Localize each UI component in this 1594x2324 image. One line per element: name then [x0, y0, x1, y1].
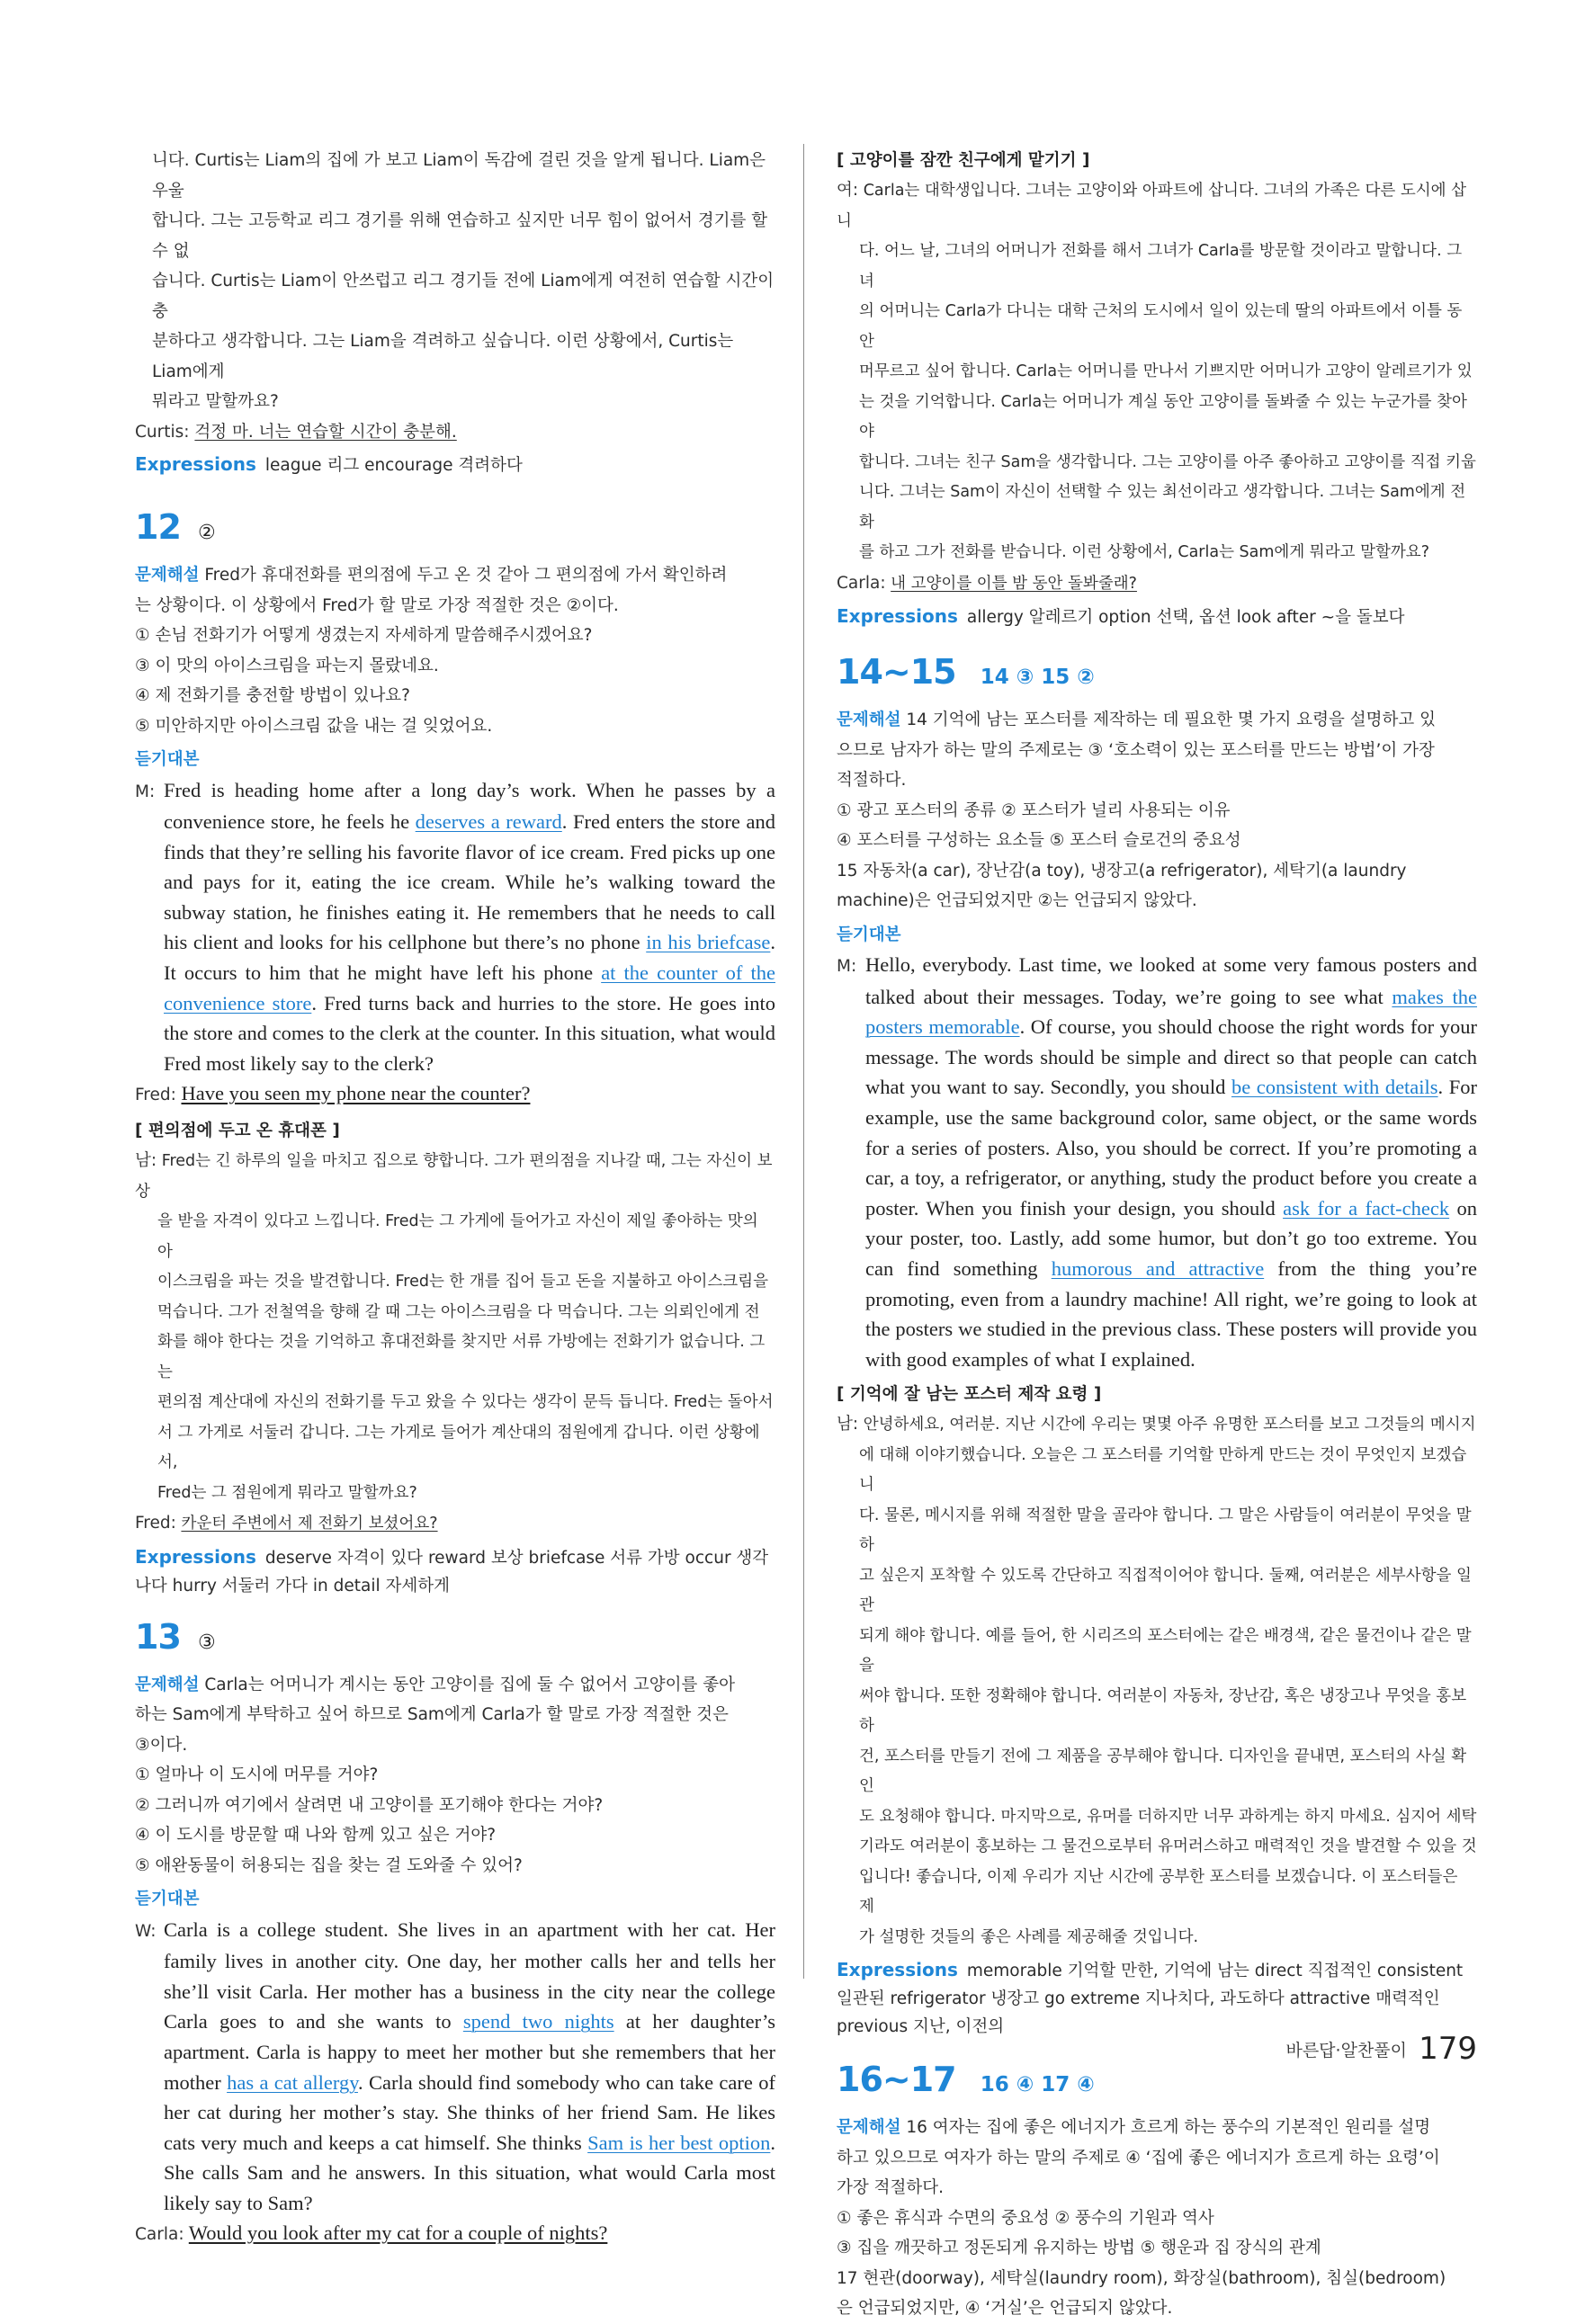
- translation-text: 안녕하세요, 여러분. 지난 시간에 우리는 몇몇 아주 유명한 포스터를 보고 그것들의 메시지: [863, 1416, 1476, 1435]
- key-phrase: in his briefcase: [646, 931, 771, 954]
- explanation-line: 하고 있으므로 여자가 하는 말의 주제로 ④ ‘집에 좋은 에너지가 흐르게 하는 요령’이: [837, 2148, 1440, 2168]
- translation-line: 가 설명한 것들의 좋은 사례를 제공해줄 것입니다.: [859, 1927, 1199, 1946]
- question-answer: 16 ④ 17 ④: [980, 2073, 1095, 2097]
- key-phrase: has a cat allergy: [227, 2070, 358, 2094]
- translation-line: 합니다. 그녀는 친구 Sam을 생각합니다. 그는 고양이를 아주 좋아하고 고양이를 직접 키웁: [859, 452, 1476, 471]
- script-text: . For example, use the same background color, same object, or the same words for a series of posters. Also, you should be correct. If you’re promoting a car, a toy, a refrigerator, or anything, study the product before you create a poster. When you finish your design, you should: [865, 1076, 1477, 1220]
- translation-line: 입니다! 좋습니다, 이제 우리가 지난 시간에 공부한 포스터를 보겠습니다. 이 포스터들은 제: [859, 1867, 1458, 1917]
- answer-text: 걱정 마. 너는 연습할 시간이 충분해.: [194, 422, 457, 442]
- text-line: 니다. Curtis는 Liam의 집에 가 보고 Liam이 독감에 걸린 것을 알게 됩니다. Liam은 우울: [152, 151, 766, 201]
- translation-line: 이스크림을 파는 것을 발견합니다. Fred는 한 개를 집어 들고 돈을 지불하고 아이스크림을: [157, 1273, 768, 1292]
- script-text: from the thing you’re promoting, even from a laundry machine! All right, we’re going to look at the posters we studied in the previous class. These posters will provide you with good examples of what I explained.: [865, 1256, 1478, 1371]
- speaker-label: 남:: [837, 1415, 859, 1435]
- translation-line: [837, 175, 1477, 237]
- key-phrase: at the counter of the convenience store: [164, 961, 775, 1015]
- reply-line: [135, 1078, 775, 1111]
- explanation-label: 문제해설: [135, 1675, 200, 1694]
- reply-text: Have you seen my phone near the counter?: [181, 1082, 531, 1105]
- expressions-label: Expressions: [135, 1545, 256, 1568]
- translation-line: [837, 1409, 1477, 1441]
- key-phrase: Sam is her best option: [587, 2131, 771, 2154]
- question-answer: 14 ③ 15 ②: [980, 666, 1095, 689]
- column-divider: [803, 144, 804, 1979]
- explanation-line: [837, 2113, 1477, 2143]
- script-text: . Of course, you should choose the right words for your message. The words should be simple and direct so that people can catch what you want to say. Secondly, you should: [865, 1015, 1477, 1099]
- text-line: 분하다고 생각합니다. 그는 Liam을 격려하고 싶습니다. 이런 상황에서, Curtis는 Liam에게: [152, 332, 734, 381]
- speaker-label: 여:: [837, 181, 859, 200]
- page-number: 179: [1419, 2031, 1477, 2067]
- translation-title: [ 편의점에 두고 온 휴대폰 ]: [135, 1122, 340, 1141]
- option-line: ① 얼마나 이 도시에 머무를 거야?: [135, 1765, 379, 1785]
- explanation-line: machine)은 언급되었지만 ②는 언급되지 않았다.: [837, 891, 1197, 910]
- expressions-label: Expressions: [837, 605, 958, 627]
- script-label: 듣기대본: [837, 925, 901, 944]
- expressions-text: league 리그 encourage 격려하다: [264, 456, 523, 475]
- script-paragraph: [135, 1915, 775, 2219]
- page-footer: [1285, 2031, 1477, 2067]
- key-phrase: be consistent with details: [1231, 1076, 1438, 1099]
- translation-text: Carla는 대학생입니다. 그녀는 고양이와 아파트에 삽니다. 그녀의 가족은 다른 도시에 삽니: [837, 182, 1467, 230]
- translation-line: 되게 해야 합니다. 예를 들어, 한 시리즈의 포스터에는 같은 배경색, 같은 물건이나 같은 말을: [859, 1626, 1472, 1676]
- explanation-line: 15 자동차(a car), 장난감(a toy), 냉장고(a refrigerator), 세탁기(a laundry: [837, 861, 1407, 880]
- script-text: . Fred turns back and hurries to the store. He goes into the store and comes to the clerk at the counter. In this situation, what would Fred most likely say to the clerk?: [164, 991, 775, 1075]
- option-line: ④ 제 전화기를 충전할 방법이 있나요?: [135, 686, 411, 705]
- q13-heading: [135, 1616, 775, 1665]
- option-line: ③ 이 맛의 아이스크림을 파는지 몰랐네요.: [135, 656, 439, 675]
- question-number: 13: [135, 1616, 181, 1657]
- question-answer: ②: [197, 522, 216, 544]
- key-phrase: makes the posters memorable: [865, 985, 1477, 1039]
- speaker-label: W:: [135, 1921, 157, 1941]
- text-line: 습니다. Curtis는 Liam이 안쓰럽고 리그 경기들 전에 Liam에게 여전히 연습할 시간이 충: [152, 272, 775, 321]
- translation-line: Fred는 그 점원에게 뭐라고 말할까요?: [157, 1483, 417, 1502]
- option-line: ① 광고 포스터의 종류 ② 포스터가 널리 사용되는 이유: [837, 800, 1231, 820]
- translation-line: 기라도 여러분이 홍보하는 그 물건으로부터 유머러스하고 매력적인 것을 발견할 수 있을 것: [859, 1837, 1477, 1856]
- explanation-line: 가장 적절하다.: [837, 2178, 944, 2198]
- speaker-label: M:: [837, 957, 857, 976]
- explanation-label: 문제해설: [837, 711, 901, 729]
- option-line: ③ 집을 깨끗하고 정돈되게 유지하는 방법 ⑤ 행운과 집 장식의 관계: [837, 2239, 1321, 2258]
- option-line: ① 손님 전화기가 어떻게 생겼는지 자세하게 말씀해주시겠어요?: [135, 626, 593, 645]
- translation-line: 편의점 계산대에 자신의 전화기를 두고 왔을 수 있다는 생각이 문득 듭니다. Fred는 돌아서: [157, 1393, 774, 1412]
- speaker-label: Curtis:: [135, 422, 190, 442]
- reply-text: 카운터 주변에서 제 전화기 보셨어요?: [181, 1515, 438, 1533]
- script-text: Carla is a college student. She lives in an apartment with her cat. Her family lives in another city. One day, her mother calls her and tells her she’ll visit Carla. Her mother has a business in the city near the college Carla goes to and she wants to: [164, 1917, 775, 2033]
- translation-line: 도 요청해야 합니다. 마지막으로, 유머를 더하지만 너무 과하게는 하지 마세요. 심지어 세탁: [859, 1807, 1477, 1826]
- speaker-label: Fred:: [135, 1514, 176, 1533]
- book-title: 바른답·알찬풀이: [1285, 2040, 1407, 2060]
- text-line: 뭐라고 말할까요?: [152, 392, 279, 411]
- option-line: ⑤ 애완동물이 허용되는 집을 찾는 걸 도와줄 수 있어?: [135, 1855, 523, 1875]
- script-text: . Carla should find somebody who can take care of her cat during her mother’s stay. She thinks of her friend Sam. He likes cats very much and keeps a cat himself. She thinks: [164, 2070, 775, 2154]
- explanation-line: 으므로 남자가 하는 말의 주제로는 ③ ‘호소력이 있는 포스터를 만드는 방법’이 가장: [837, 740, 1435, 760]
- question-number: 14~15: [837, 652, 956, 692]
- expressions: [135, 1543, 775, 1600]
- question-number: 12: [135, 507, 181, 547]
- expressions-text: allergy 알레르기 option 선택, 옵션 look after ~을 돌보다: [966, 608, 1405, 627]
- script-text: . She calls Sam and he answers. In this situation, what would Carla most likely say to Sam?: [164, 2131, 776, 2214]
- explanation-line: [837, 705, 1477, 736]
- reply-text: Would you look after my cat for a couple of nights?: [188, 2221, 608, 2245]
- key-phrase: spend two nights: [462, 2010, 614, 2033]
- speaker-label: 남:: [135, 1151, 157, 1171]
- left-column: [135, 146, 775, 2250]
- option-line: ① 좋은 휴식과 수면의 중요성 ② 풍수의 기원과 역사: [837, 2208, 1214, 2228]
- question-number: 16~17: [837, 2060, 956, 2100]
- q14-15-heading: [837, 651, 1477, 700]
- expressions-text: memorable 기억할 만한, 기억에 남는 direct 직접적인 consistent 일관된 refrigerator 냉장고 go extreme 지나치다, 과도하다 attractive 매력적인 previous 지난, 이전의: [837, 1962, 1464, 2037]
- explanation-line: [135, 560, 775, 591]
- explanation-label: 문제해설: [135, 566, 200, 585]
- expressions-text: deserve 자격이 있다 reward 보상 briefcase 서류 가방 occur 생각나다 hurry 서둘러 가다 in detail 자세하게: [135, 1548, 769, 1596]
- translation-text: Fred는 긴 하루의 일을 마치고 집으로 향합니다. 그가 편의점을 지나갈 때, 그는 자신이 보상: [135, 1152, 773, 1201]
- speaker-label: Fred:: [135, 1086, 176, 1105]
- explanation-label: 문제해설: [837, 2118, 901, 2138]
- translation-line: 를 하고 그가 전화를 받습니다. 이런 상황에서, Carla는 Sam에게 뭐라고 말할까요?: [859, 543, 1429, 561]
- translation-line: 에 대해 이야기했습니다. 오늘은 그 포스터를 기억할 만하게 만드는 것이 무엇인지 보겠습니: [859, 1445, 1467, 1495]
- reply-line: [135, 2218, 775, 2250]
- translation-line: 을 받을 자격이 있다고 느낍니다. Fred는 그 가게에 들어가고 자신이 제일 좋아하는 맛의 아: [157, 1212, 758, 1261]
- expressions-label: Expressions: [837, 1959, 958, 1981]
- explanation-line: 17 현관(doorway), 세탁실(laundry room), 화장실(bathroom), 침실(bedroom): [837, 2268, 1446, 2288]
- expressions: [135, 451, 775, 479]
- translation-reply: [837, 568, 1477, 600]
- explanation-text: Fred가 휴대전화를 편의점에 두고 온 것 같아 그 편의점에 가서 확인하려: [204, 566, 728, 585]
- script-label: 듣기대본: [135, 750, 200, 769]
- expressions: [837, 1956, 1477, 2041]
- explanation-line: 는 상황이다. 이 상황에서 Fred가 할 말로 가장 적절한 것은 ②이다.: [135, 595, 619, 615]
- translation-reply: [135, 1508, 775, 1540]
- explanation-line: [135, 1670, 775, 1701]
- key-phrase: ask for a fact-check: [1283, 1196, 1450, 1220]
- explanation-line: ③이다.: [135, 1735, 188, 1755]
- q12-heading: [135, 506, 775, 555]
- script-text: Fred is heading home after a long day’s work. When he passes by a convenience store, he feels he: [164, 778, 775, 834]
- right-column: [837, 146, 1477, 2324]
- translation-line: 머무르고 싶어 합니다. Carla는 어머니를 만나서 기쁘지만 어머니가 고양이 알레르기가 있: [859, 362, 1473, 380]
- explanation-text: 16 여자는 집에 좋은 에너지가 흐르게 하는 풍수의 기본적인 원리를 설명: [906, 2118, 1431, 2138]
- script-text: on your poster, too. Lastly, add some humor, but don’t go too extreme. You can find something: [865, 1196, 1478, 1280]
- translation-title: [ 기억에 잘 남는 포스터 제작 요령 ]: [837, 1385, 1102, 1405]
- option-line: ④ 이 도시를 방문할 때 나와 함께 있고 싶은 거야?: [135, 1826, 497, 1846]
- script-text: . Fred enters the store and finds that they’re selling his favorite flavor of ice cream. Fred picks up one and pays for it, eating the ice cream. While he’s walking toward the subway station, he finishes eating it. He remembers that he needs to call his client and looks for his cellphone but there’s no phone: [164, 810, 775, 954]
- translation-line: 다. 어느 날, 그녀의 어머니가 전화를 해서 그녀가 Carla를 방문할 것이라고 말합니다. 그녀: [859, 242, 1463, 290]
- question-answer: ③: [197, 1631, 216, 1654]
- reply-text: 내 고양이를 이틀 밤 동안 돌봐줄래?: [891, 574, 1137, 593]
- translation-line: 먹습니다. 그가 전철역을 향해 갈 때 그는 아이스크림을 다 먹습니다. 그는 의뢰인에게 전: [157, 1302, 760, 1321]
- translation-line: 화를 해야 한다는 것을 기억하고 휴대전화를 찾지만 서류 가방에는 전화기가 없습니다. 그는: [157, 1333, 766, 1381]
- script-text: . It occurs to him that he might have left his phone: [164, 931, 775, 985]
- option-line: ④ 포스터를 구성하는 요소들 ⑤ 포스터 슬로건의 중요성: [837, 831, 1241, 850]
- key-phrase: deserves a reward: [415, 810, 562, 834]
- script-text: Hello, everybody. Last time, we looked at some very famous posters and talked about their messages. Today, we’re going to see what: [865, 953, 1477, 1008]
- expressions-label: Expressions: [135, 453, 256, 475]
- translation-line: 는 것을 기억합니다. Carla는 어머니가 계실 동안 고양이를 돌봐줄 수 있는 누군가를 찾아야: [859, 392, 1467, 441]
- q11-translation-continued: [135, 146, 775, 479]
- translation-line: 서 그 가게로 서둘러 갑니다. 그는 가게로 들어가 계산대의 점원에게 갑니다. 이런 상황에서,: [157, 1423, 760, 1472]
- translation-block: [837, 175, 1477, 599]
- script-paragraph: [135, 775, 775, 1079]
- speaker-label: Carla:: [135, 2225, 184, 2245]
- option-line: ② 그러니까 여기에서 살려면 내 고양이를 포기해야 한다는 거야?: [135, 1795, 604, 1815]
- translation-title: [ 고양이를 잠깐 친구에게 맡기기 ]: [837, 151, 1090, 170]
- speaker-label: Carla:: [837, 573, 886, 593]
- translation-line: [135, 1146, 775, 1207]
- translation-line: 건, 포스터를 만들기 전에 그 제품을 공부해야 합니다. 디자인을 끝내면, 포스터의 사실 확인: [859, 1747, 1467, 1796]
- option-line: ⑤ 미안하지만 아이스크림 값을 내는 걸 잊었어요.: [135, 716, 493, 736]
- explanation-line: 적절하다.: [837, 771, 907, 790]
- explanation-text: 14 기억에 남는 포스터를 제작하는 데 필요한 몇 가지 요령을 설명하고 있: [906, 711, 1436, 729]
- translation-line: 의 어머니는 Carla가 다니는 대학 근처의 도시에서 일이 있는데 딸의 아파트에서 이틀 동안: [859, 302, 1463, 351]
- script-paragraph: [837, 950, 1477, 1374]
- translation-line: 다. 물론, 메시지를 위해 적절한 말을 골라야 합니다. 그 말은 사람들이 여러분이 무엇을 말하: [859, 1506, 1472, 1555]
- translation-block: [837, 1409, 1477, 1953]
- script-label: 듣기대본: [135, 1890, 200, 1909]
- text-line: 합니다. 그는 고등학교 리그 경기를 위해 연습하고 싶지만 너무 힘이 없어서 경기를 할 수 없: [152, 211, 768, 261]
- translation-line: 니다. 그녀는 Sam이 자신이 선택할 수 있는 최선이라고 생각합니다. 그녀는 Sam에게 전화: [859, 483, 1466, 532]
- translation-block: [135, 1146, 775, 1540]
- explanation-line: 하는 Sam에게 부탁하고 싶어 하므로 Sam에게 Carla가 할 말로 가장 적절한 것은: [135, 1705, 729, 1725]
- speaker-label: M:: [135, 782, 156, 801]
- explanation-line: 은 언급되었지만, ④ ‘거실’은 언급되지 않았다.: [837, 2299, 1173, 2319]
- translation-line: 써야 합니다. 또한 정확해야 합니다. 여러분이 자동차, 장난감, 혹은 냉장고나 무엇을 홍보하: [859, 1686, 1467, 1736]
- translation-line: 고 싶은지 포착할 수 있도록 간단하고 직접적이어야 합니다. 둘째, 여러분은 세부사항을 일관: [859, 1566, 1472, 1615]
- explanation-text: Carla는 어머니가 계시는 동안 고양이를 집에 둘 수 없어서 고양이를 좋아: [204, 1675, 736, 1694]
- key-phrase: humorous and attractive: [1051, 1256, 1265, 1280]
- expressions: [837, 603, 1477, 631]
- script-text: at her daughter’s apartment. Carla is happy to meet her mother but she remembers that her mother: [164, 2010, 775, 2094]
- answer-line: [135, 417, 775, 448]
